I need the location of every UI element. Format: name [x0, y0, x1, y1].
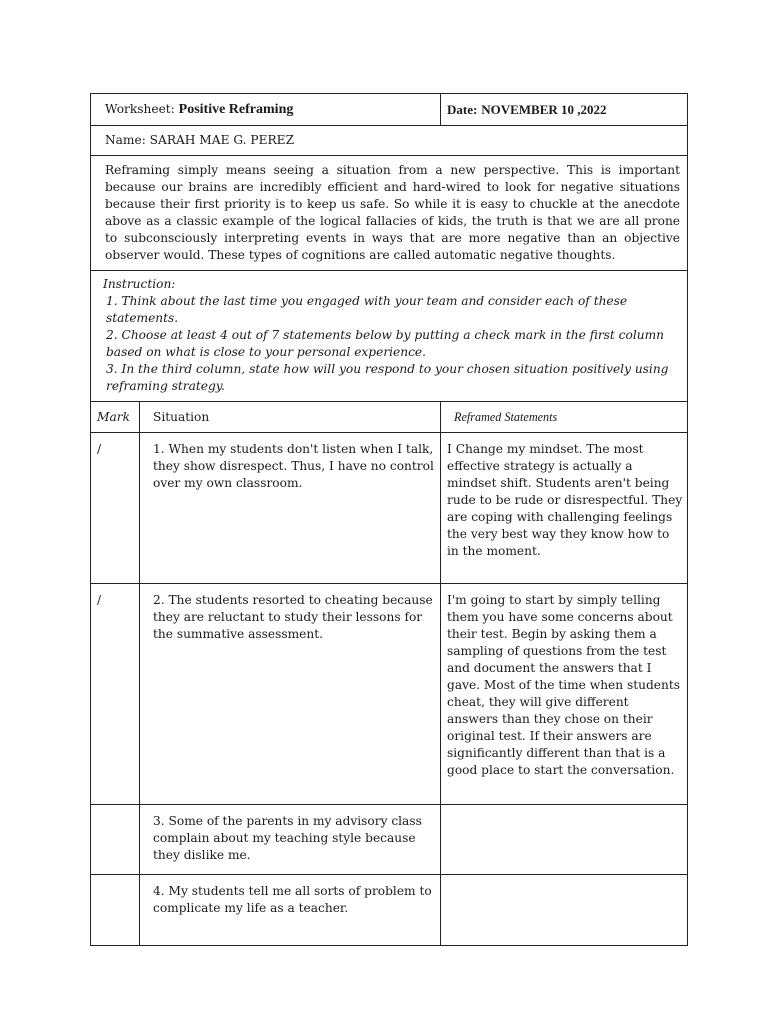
- situation-cell: 1. When my students don't listen when I talk, they show disrespect. Thus, I have no control over my own classroom.: [140, 433, 441, 584]
- date-label: Date:: [447, 101, 478, 117]
- instruction-row: [91, 271, 688, 402]
- intro-paragraph: Reframing simply means seeing a situation from a new perspective. This is important because our brains are incredibly efficient and hard-wired to look for negative situations because their first priority is to keep us safe. So while it is easy to chuckle at the anecdote above as a classic example of the logical fallacies of kids, the truth is that we are all prone to subconsciously interpreting events in ways that are more negative than an objective observer would. These types of cognitions are called automatic negative thoughts.: [91, 156, 688, 271]
- header-row: [91, 94, 688, 126]
- mark-cell[interactable]: /: [91, 584, 140, 805]
- worksheet-table: [90, 93, 688, 946]
- reframed-cell[interactable]: [441, 805, 688, 875]
- table-row: [91, 805, 688, 875]
- mark-cell[interactable]: [91, 805, 140, 875]
- column-header-situation: Situation: [140, 402, 441, 433]
- table-row: [91, 433, 688, 584]
- name-row: [91, 126, 688, 156]
- reframed-cell[interactable]: I Change my mindset. The most effective strategy is actually a mindset shift. Students aren't being rude to be rude or disrespectful. They are coping with challenging feelings the very best way they know how to in the moment.: [441, 433, 688, 584]
- reframed-cell[interactable]: I'm going to start by simply telling them you have some concerns about their test. Begin by asking them a sampling of questions from the test and document the answers that I gave. Most of the time when students cheat, they will give different answers than they chose on their original test. If their answers are significantly different than that is a good place to start the conversation.: [441, 584, 688, 805]
- instructions-heading: Instruction:: [103, 277, 176, 291]
- instruction-item-3: 3. In the third column, state how will you respond to your chosen situation positively using reframing strategy.: [106, 362, 669, 393]
- worksheet-label: Worksheet:: [105, 102, 175, 116]
- worksheet-title: Positive Reframing: [178, 102, 294, 117]
- instruction-item-2: 2. Choose at least 4 out of 7 statements below by putting a check mark in the first column based on what is close to your personal experience.: [106, 328, 665, 359]
- instruction-item-1: 1. Think about the last time you engaged with your team and consider each of these statements.: [106, 294, 628, 325]
- intro-row: [91, 156, 688, 271]
- column-header-mark: Mark: [91, 402, 140, 433]
- situation-cell: 3. Some of the parents in my advisory class complain about my teaching style because they dislike me.: [140, 805, 441, 875]
- worksheet-title-cell: [91, 94, 441, 126]
- situation-cell: 4. My students tell me all sorts of problem to complicate my life as a teacher.: [140, 875, 441, 946]
- name-line: Name: SARAH MAE G. PEREZ: [91, 126, 688, 156]
- mark-cell[interactable]: /: [91, 433, 140, 584]
- column-header-row: [91, 402, 688, 433]
- table-row: [91, 875, 688, 946]
- table-row: [91, 584, 688, 805]
- column-header-reframed: Reframed Statements: [441, 402, 688, 433]
- date-value: NOVEMBER 10 ,2022: [481, 101, 607, 117]
- situation-cell: 2. The students resorted to cheating because they are reluctant to study their lessons for the summative assessment.: [140, 584, 441, 805]
- instructions-block: [91, 271, 688, 402]
- date-cell: [441, 94, 688, 126]
- mark-cell[interactable]: [91, 875, 140, 946]
- reframed-cell[interactable]: [441, 875, 688, 946]
